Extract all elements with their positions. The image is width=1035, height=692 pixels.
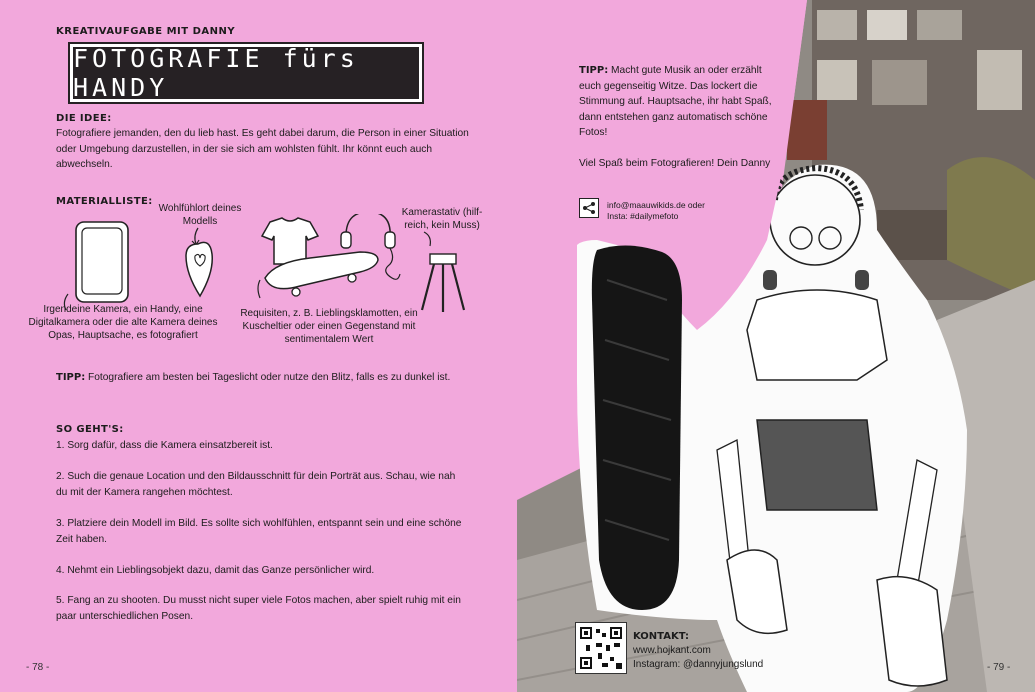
label-place: Wohlfühlort deines Modells (158, 203, 242, 227)
right-page (517, 0, 1035, 692)
label-camera: Irgendeine Kamera, ein Handy, eine Digitalkamera oder die alte Kamera deines Opas, Hauptsache, es fotografiert (28, 304, 218, 341)
tripod-icon (422, 254, 464, 312)
tip-paragraph (56, 370, 456, 386)
kicker: KREATIVAUFGABE MIT DANNY (56, 26, 236, 37)
left-page (0, 0, 517, 692)
right-tip-paragraph (579, 63, 775, 141)
share-insta: Insta: #dailymefoto (607, 211, 679, 221)
contact-insta[interactable]: Instagram: @dannyjungslund (633, 659, 764, 670)
step-5: 5. Fang an zu shooten. Du musst nicht super viele Fotos machen, aber spielt ruhig mit ein paar unterschiedlichen Posen. (56, 595, 461, 622)
contact-block (633, 630, 763, 672)
share-info (607, 200, 705, 222)
share-email: info@maauwikids.de oder (607, 200, 705, 210)
step-3: 3. Platziere dein Modell im Bild. Es sollte sich wohlfühlen, entspannt sein und eine schöne Zeit haben. (56, 518, 462, 545)
location-pin-icon (186, 242, 212, 296)
materials-heading: MATERIALLISTE: (56, 196, 153, 207)
phone-icon (76, 222, 128, 302)
qr-code[interactable] (575, 622, 627, 674)
share-icon (579, 198, 599, 218)
share-glyph (582, 201, 596, 215)
idea-text: Fotografiere jemanden, den du lieb hast. Es geht dabei darum, die Person in einer Situation oder Umgebung darzustellen, in der sie sich am wohlsten fühlt. Ihr könnt euch auch abwechseln. (56, 128, 469, 170)
idea-heading: DIE IDEE: (56, 113, 112, 124)
page-number-left: - 78 - (26, 662, 50, 673)
howto-heading: SO GEHT'S: (56, 424, 124, 435)
contact-web[interactable]: www.hojkant.com (633, 645, 711, 656)
closing-text: Viel Spaß beim Fotografieren! Dein Danny (579, 158, 771, 169)
right-tip-label: TIPP: (579, 65, 609, 76)
label-props: Requisiten, z. B. Lieblingsklamotten, ein Kuscheltier oder einen Gegenstand mit sentimentalem Wert (240, 308, 418, 345)
page-number-right: - 79 - (987, 662, 1011, 673)
right-tip-text: Macht gute Musik an oder erzählt euch gegenseitig Witze. Das lockert die Stimmung auf. Hauptsache, ihr habt Spaß, dann entstehen ganz automatisch schöne Fotos! (579, 65, 772, 138)
tshirt-icon (262, 218, 318, 264)
label-tripod: Kamerastativ (hilf-reich, kein Muss) (401, 207, 483, 231)
contact-heading: KONTAKT: (633, 631, 689, 642)
step-2: 2. Such die genaue Location und den Bildausschnitt für dein Porträt aus. Schau, wie nah du mit der Kamera rangehen möchtest. (56, 471, 456, 498)
tip-text: Fotografiere am besten bei Tageslicht oder nutze den Blitz, falls es zu dunkel ist. (88, 372, 451, 383)
title-banner (70, 44, 422, 102)
qr-code-icon (580, 627, 622, 669)
page-title: FOTOGRAFIE fürs HANDY (73, 44, 359, 102)
step-1: 1. Sorg dafür, dass die Kamera einsatzbereit ist. (56, 440, 273, 451)
step-4: 4. Nehmt ein Lieblingsobjekt dazu, damit das Ganze persönlicher wird. (56, 565, 375, 576)
tip-label: TIPP: (56, 372, 86, 383)
